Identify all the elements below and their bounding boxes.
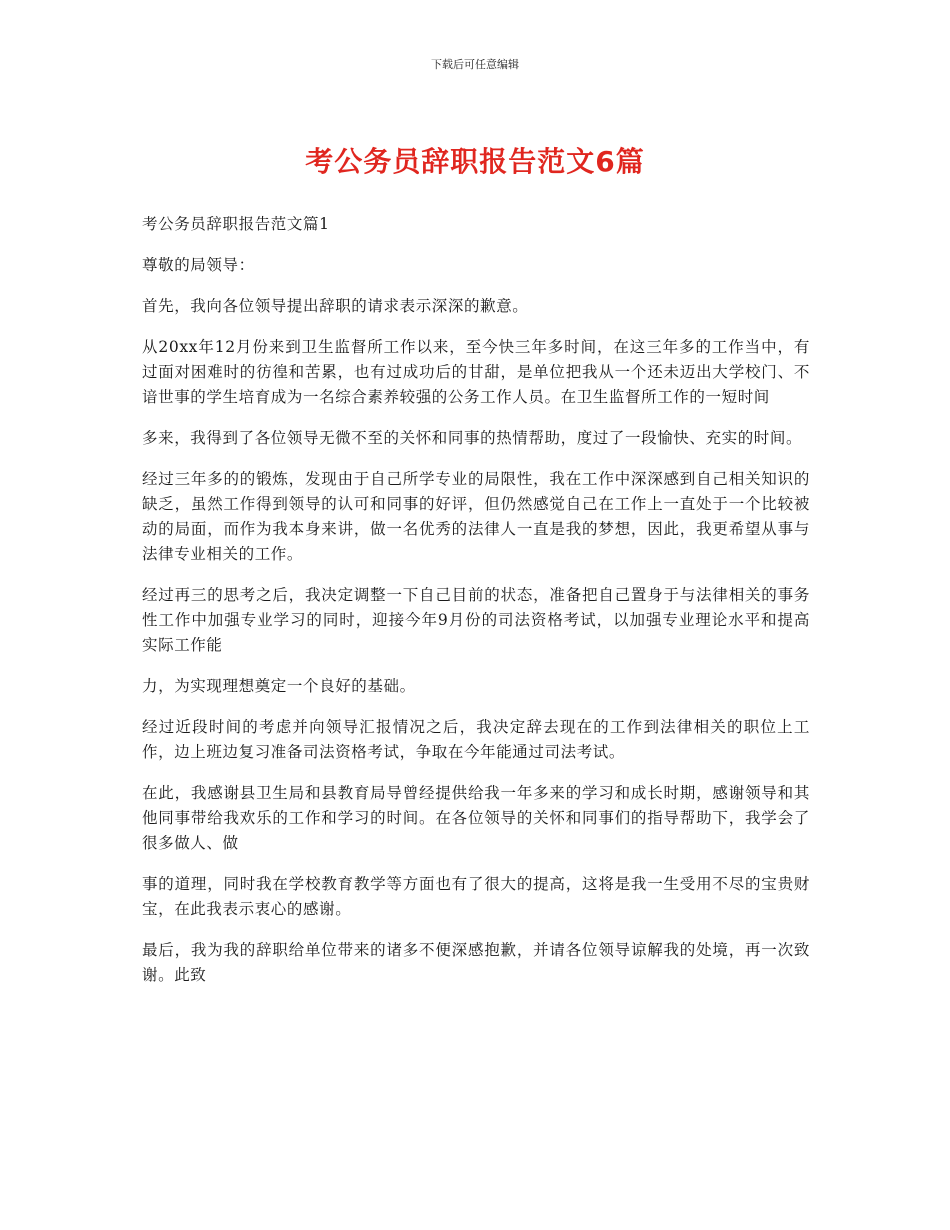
closing-paragraph: 最后，我为我的辞职给单位带来的诸多不便深感抱歉，并请各位领导谅解我的处境，再一次致谢。此致 — [142, 941, 810, 984]
body-paragraph: 首先，我向各位领导提出辞职的请求表示深深的歉意。 — [142, 297, 529, 315]
document-body — [142, 212, 810, 1004]
body-paragraph: 经过再三的思考之后，我决定调整一下自己目前的状态，准备把自己置身于与法律相关的事务性工作中加强专业学习的同时，迎接今年9月份的司法资格考试，以加强专业理论水平和提高实际工作能 — [142, 586, 810, 654]
body-paragraph: 经过近段时间的考虑并向领导汇报情况之后，我决定辞去现在的工作到法律相关的职位上工作，边上班边复习准备司法资格考试，争取在今年能通过司法考试。 — [142, 718, 810, 761]
body-paragraph: 在此，我感谢县卫生局和县教育局导曾经提供给我一年多来的学习和成长时期，感谢领导和其他同事带给我欢乐的工作和学习的时间。在各位领导的关怀和同事们的指导帮助下，我学会了很多做人、做 — [142, 784, 810, 852]
body-paragraph: 从20xx年12月份来到卫生监督所工作以来，至今快三年多时间，在这三年多的工作当中，有过面对困难时的彷徨和苦累，也有过成功后的甘甜，是单位把我从一个还未迈出大学校门、不谙世事的学生培育成为一名综合素养较强的公务工作人员。在卫生监督所工作的一短时间 — [142, 338, 810, 406]
section-heading: 考公务员辞职报告范文篇1 — [142, 215, 330, 233]
document-title: 考公务员辞职报告范文6篇 — [305, 145, 645, 178]
salutation: 尊敬的局领导： — [142, 256, 255, 274]
body-paragraph: 事的道理，同时我在学校教育教学等方面也有了很大的提高，这将是我一生受用不尽的宝贵财宝，在此我表示衷心的感谢。 — [142, 875, 810, 918]
header-note: 下载后可任意编辑 — [431, 58, 519, 71]
body-paragraph: 力，为实现理想奠定一个良好的基础。 — [142, 677, 416, 695]
body-paragraph: 经过三年多的的锻炼，发现由于自己所学专业的局限性，我在工作中深深感到自己相关知识的缺乏，虽然工作得到领导的认可和同事的好评，但仍然感觉自己在工作上一直处于一个比较被动的局面，而作为我本身来讲，做一名优秀的法律人一直是我的梦想，因此，我更希望从事与法律专业相关的工作。 — [142, 470, 810, 563]
body-paragraph: 多来，我得到了各位领导无微不至的关怀和同事的热情帮助，度过了一段愉快、充实的时间。 — [142, 429, 803, 447]
